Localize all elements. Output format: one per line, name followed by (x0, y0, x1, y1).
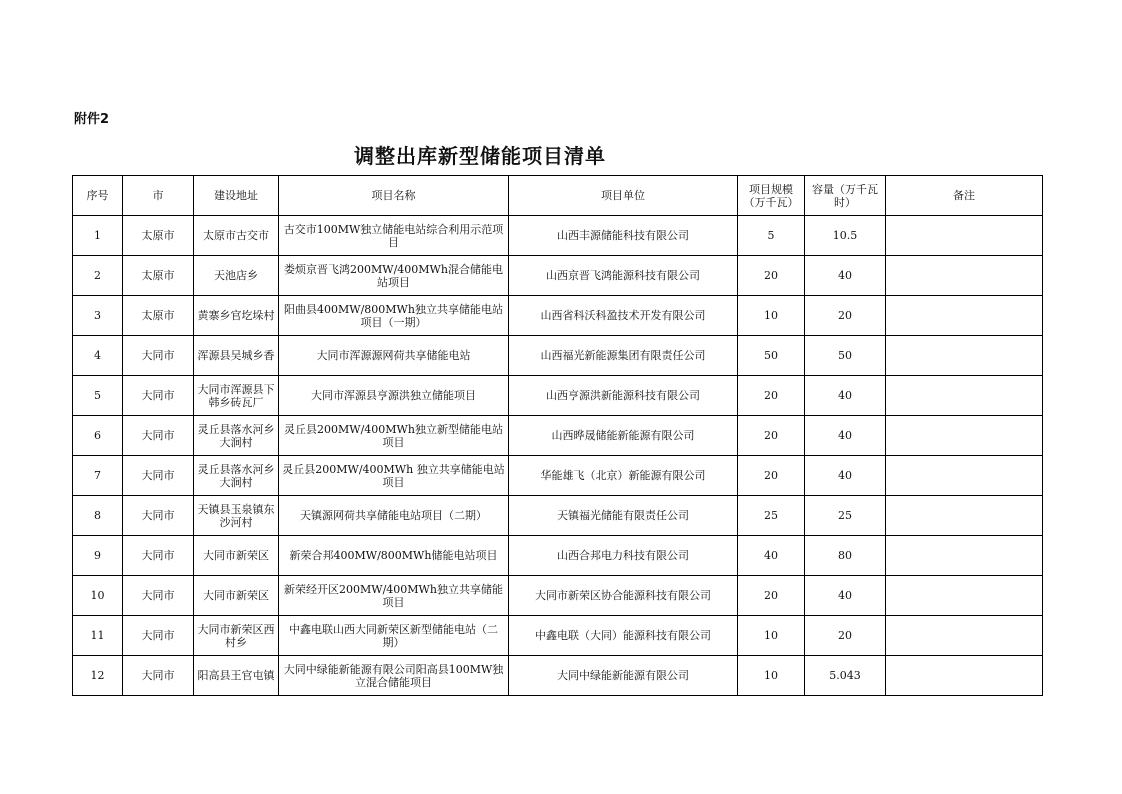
table-row (73, 496, 1043, 536)
cell-city: 大同市 (123, 456, 194, 496)
cell-project-name: 新荣合邦400MW/800MWh储能电站项目 (279, 536, 509, 576)
cell-remark (886, 576, 1043, 616)
cell-scale: 10 (738, 616, 805, 656)
cell-project-unit: 大同中绿能新能源有限公司 (509, 656, 738, 696)
cell-seq: 3 (73, 296, 123, 336)
cell-capacity: 40 (805, 416, 886, 456)
cell-scale: 20 (738, 416, 805, 456)
cell-capacity: 40 (805, 376, 886, 416)
cell-capacity: 25 (805, 496, 886, 536)
cell-address: 灵丘县落水河乡大涧村 (194, 456, 279, 496)
cell-project-unit: 华能雄飞（北京）新能源有限公司 (509, 456, 738, 496)
cell-address: 大同市浑源县下韩乡砖瓦厂 (194, 376, 279, 416)
cell-project-name: 古交市100MW独立储能电站综合利用示范项目 (279, 216, 509, 256)
cell-scale: 25 (738, 496, 805, 536)
cell-address: 大同市新荣区西村乡 (194, 616, 279, 656)
cell-city: 大同市 (123, 496, 194, 536)
header-project-unit: 项目单位 (509, 176, 738, 216)
cell-project-name: 灵丘县200MW/400MWh独立新型储能电站项目 (279, 416, 509, 456)
cell-address: 天池店乡 (194, 256, 279, 296)
cell-city: 大同市 (123, 416, 194, 456)
cell-city: 太原市 (123, 296, 194, 336)
cell-project-name: 中鑫电联山西大同新荣区新型储能电站（二期） (279, 616, 509, 656)
cell-project-unit: 山西京晋飞鸿能源科技有限公司 (509, 256, 738, 296)
header-address: 建设地址 (194, 176, 279, 216)
cell-seq: 2 (73, 256, 123, 296)
cell-seq: 5 (73, 376, 123, 416)
header-scale: 项目规模（万千瓦） (738, 176, 805, 216)
cell-address: 大同市新荣区 (194, 576, 279, 616)
cell-remark (886, 616, 1043, 656)
cell-scale: 5 (738, 216, 805, 256)
cell-city: 大同市 (123, 656, 194, 696)
cell-seq: 11 (73, 616, 123, 656)
cell-project-name: 灵丘县200MW/400MWh 独立共享储能电站项目 (279, 456, 509, 496)
cell-remark (886, 296, 1043, 336)
cell-project-unit: 山西省科沃科盈技术开发有限公司 (509, 296, 738, 336)
table-row (73, 256, 1043, 296)
cell-city: 大同市 (123, 616, 194, 656)
cell-project-name: 娄烦京晋飞鸿200MW/400MWh混合储能电站项目 (279, 256, 509, 296)
cell-capacity: 5.043 (805, 656, 886, 696)
cell-project-unit: 山西合邦电力科技有限公司 (509, 536, 738, 576)
cell-remark (886, 536, 1043, 576)
cell-project-unit: 山西亨源洪新能源科技有限公司 (509, 376, 738, 416)
cell-seq: 8 (73, 496, 123, 536)
cell-address: 浑源县吴城乡香 (194, 336, 279, 376)
table-row (73, 376, 1043, 416)
cell-scale: 20 (738, 376, 805, 416)
cell-capacity: 20 (805, 616, 886, 656)
table-row (73, 616, 1043, 656)
cell-project-unit: 山西福光新能源集团有限责任公司 (509, 336, 738, 376)
cell-address: 黄寨乡官圪垛村 (194, 296, 279, 336)
cell-seq: 9 (73, 536, 123, 576)
cell-scale: 40 (738, 536, 805, 576)
table-row (73, 536, 1043, 576)
header-project-name: 项目名称 (279, 176, 509, 216)
cell-project-unit: 山西丰源储能科技有限公司 (509, 216, 738, 256)
document-title: 调整出库新型储能项目清单 (354, 144, 606, 168)
cell-remark (886, 336, 1043, 376)
cell-seq: 6 (73, 416, 123, 456)
cell-project-unit: 天镇福光储能有限责任公司 (509, 496, 738, 536)
cell-capacity: 40 (805, 256, 886, 296)
cell-city: 太原市 (123, 256, 194, 296)
cell-project-unit: 山西晔晟储能新能源有限公司 (509, 416, 738, 456)
cell-capacity: 40 (805, 456, 886, 496)
table-row (73, 416, 1043, 456)
cell-project-name: 天镇源网荷共享储能电站项目（二期） (279, 496, 509, 536)
cell-address: 阳高县王官屯镇 (194, 656, 279, 696)
cell-project-name: 大同市浑源源网荷共享储能电站 (279, 336, 509, 376)
cell-city: 大同市 (123, 576, 194, 616)
cell-remark (886, 496, 1043, 536)
cell-seq: 1 (73, 216, 123, 256)
table-row (73, 656, 1043, 696)
table-row (73, 456, 1043, 496)
table-row (73, 576, 1043, 616)
cell-city: 大同市 (123, 536, 194, 576)
cell-scale: 10 (738, 296, 805, 336)
cell-remark (886, 216, 1043, 256)
cell-address: 灵丘县落水河乡大涧村 (194, 416, 279, 456)
cell-scale: 20 (738, 576, 805, 616)
cell-seq: 4 (73, 336, 123, 376)
cell-remark (886, 376, 1043, 416)
cell-remark (886, 456, 1043, 496)
cell-remark (886, 256, 1043, 296)
cell-capacity: 50 (805, 336, 886, 376)
table-row (73, 216, 1043, 256)
header-capacity: 容量（万千瓦时） (805, 176, 886, 216)
table-row (73, 296, 1043, 336)
cell-project-name: 大同中绿能新能源有限公司阳高县100MW独立混合储能项目 (279, 656, 509, 696)
table-row (73, 336, 1043, 376)
cell-address: 天镇县玉泉镇东沙河村 (194, 496, 279, 536)
cell-address: 大同市新荣区 (194, 536, 279, 576)
cell-remark (886, 656, 1043, 696)
cell-city: 太原市 (123, 216, 194, 256)
cell-city: 大同市 (123, 336, 194, 376)
header-remark: 备注 (886, 176, 1043, 216)
attachment-label: 附件2 (74, 112, 110, 127)
cell-capacity: 40 (805, 576, 886, 616)
cell-city: 大同市 (123, 376, 194, 416)
cell-scale: 20 (738, 456, 805, 496)
cell-capacity: 20 (805, 296, 886, 336)
cell-capacity: 10.5 (805, 216, 886, 256)
cell-remark (886, 416, 1043, 456)
cell-seq: 12 (73, 656, 123, 696)
header-city: 市 (123, 176, 194, 216)
table-header-row (73, 176, 1043, 216)
cell-project-unit: 大同市新荣区协合能源科技有限公司 (509, 576, 738, 616)
cell-project-name: 新荣经开区200MW/400MWh独立共享储能项目 (279, 576, 509, 616)
cell-seq: 10 (73, 576, 123, 616)
header-seq: 序号 (73, 176, 123, 216)
cell-capacity: 80 (805, 536, 886, 576)
cell-scale: 20 (738, 256, 805, 296)
cell-seq: 7 (73, 456, 123, 496)
cell-project-name: 阳曲县400MW/800MWh独立共享储能电站项目（一期） (279, 296, 509, 336)
cell-scale: 50 (738, 336, 805, 376)
cell-project-unit: 中鑫电联（大同）能源科技有限公司 (509, 616, 738, 656)
cell-project-name: 大同市浑源县亨源洪独立储能项目 (279, 376, 509, 416)
cell-address: 太原市古交市 (194, 216, 279, 256)
cell-scale: 10 (738, 656, 805, 696)
project-table (72, 175, 1043, 696)
